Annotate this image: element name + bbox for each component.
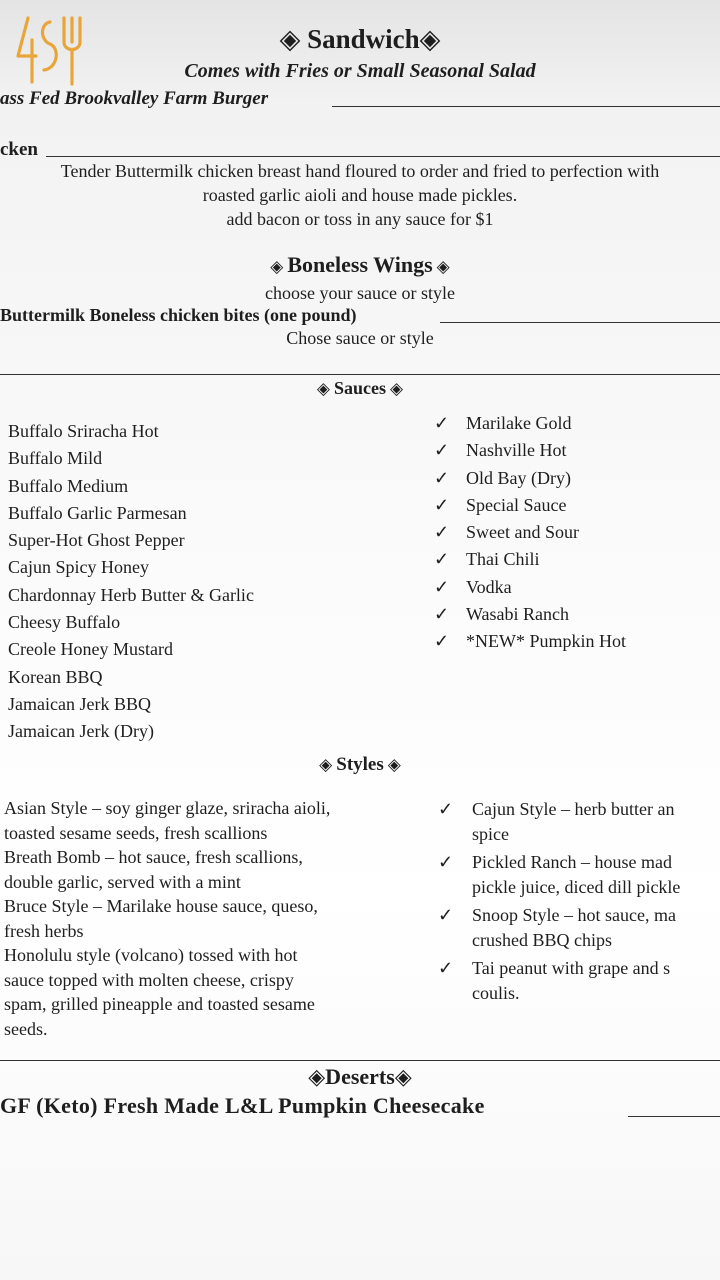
list-item: ✓ Nashville Hot <box>434 437 626 464</box>
list-item: ✓ Thai Chili <box>434 546 626 573</box>
price-line <box>46 156 720 157</box>
sauce-list-right <box>434 410 626 656</box>
list-item: Buffalo Garlic Parmesan <box>8 502 187 523</box>
checkmark-icon: ✓ <box>434 440 450 461</box>
sauce-list-left <box>8 418 254 746</box>
checkmark-icon: ✓ <box>438 958 454 978</box>
menu-item-cheesecake: GF (Keto) Fresh Made L&L Pumpkin Cheesecake <box>0 1093 485 1118</box>
list-item: Super-Hot Ghost Pepper <box>8 530 185 551</box>
list-item: ✓ Sweet and Sour <box>434 519 626 546</box>
list-item: Buffalo Mild <box>8 448 103 469</box>
menu-item-chicken: cken <box>0 139 38 160</box>
list-item: ✓ Special Sauce <box>434 492 626 519</box>
list-item: ✓ Tai peanut with grape and s coulis. <box>438 958 671 1003</box>
styles-heading <box>0 754 720 776</box>
checkmark-icon: ✓ <box>434 549 450 570</box>
sauces-title: Sauces <box>333 378 386 398</box>
wings-subtitle: choose your sauce or style <box>265 283 455 303</box>
list-item: Bruce Style – Marilake house sauce, queso, fresh herbs <box>4 896 318 941</box>
diamond-icon: ◈ <box>387 755 401 774</box>
diamond-icon: ◈ <box>390 379 404 398</box>
sauces-heading <box>0 378 720 399</box>
style-list-left <box>4 796 414 1041</box>
checkmark-icon: ✓ <box>434 576 450 597</box>
list-item: ✓ Snoop Style – hot sauce, ma crushed BBQ chips <box>438 905 676 950</box>
styles-title: Styles <box>336 754 384 775</box>
checkmark-icon: ✓ <box>434 522 450 543</box>
checkmark-icon: ✓ <box>438 905 454 925</box>
menu-item-boneless-bites: Buttermilk Boneless chicken bites (one pound) <box>0 305 357 325</box>
checkmark-icon: ✓ <box>434 467 450 488</box>
list-item: ✓ *NEW* Pumpkin Hot <box>434 628 626 655</box>
section-divider <box>0 1060 720 1061</box>
wings-item-description: Chose sauce or style <box>286 328 434 348</box>
list-item: Cheesy Buffalo <box>8 612 121 633</box>
diamond-icon: ◈ <box>436 257 450 276</box>
list-item: ✓ Pickled Ranch – house mad pickle juice, diced dill pickle <box>438 852 681 897</box>
list-item: Honolulu style (volcano) tossed with hot sauce topped with molten cheese, crispy spam, grilled pineapple and toasted sesame seeds. <box>4 945 315 1039</box>
list-item: Creole Honey Mustard <box>8 639 173 660</box>
list-item: Jamaican Jerk (Dry) <box>8 721 154 742</box>
list-item: Buffalo Sriracha Hot <box>8 421 159 441</box>
diamond-icon: ◈ <box>270 257 284 276</box>
checkmark-icon: ✓ <box>434 494 450 515</box>
list-item: Breath Bomb – hot sauce, fresh scallions, double garlic, served with a mint <box>4 847 303 892</box>
checkmark-icon: ✓ <box>438 852 454 872</box>
chicken-description-line1: Tender Buttermilk chicken breast hand floured to order and fried to perfection with <box>60 161 660 181</box>
checkmark-icon: ✓ <box>434 604 450 625</box>
menu-item-burger: ass Fed Brookvalley Farm Burger <box>0 88 269 109</box>
list-item: ✓ Vodka <box>434 574 626 601</box>
list-item: Jamaican Jerk BBQ <box>8 693 151 714</box>
chicken-description-line2: roasted garlic aioli and house made pickles. <box>202 185 518 205</box>
list-item: Cajun Spicy Honey <box>8 557 149 578</box>
diamond-icon: ◈ <box>319 755 333 774</box>
deserts-title: ◈Deserts◈ <box>308 1064 412 1089</box>
list-item: Buffalo Medium <box>8 475 129 496</box>
section-divider <box>0 374 720 375</box>
sandwich-subtitle: Comes with Fries or Small Seasonal Salad <box>184 60 536 82</box>
checkmark-icon: ✓ <box>434 631 450 652</box>
list-item: ✓ Old Bay (Dry) <box>434 465 626 492</box>
price-line <box>440 322 720 323</box>
checkmark-icon: ✓ <box>438 799 454 819</box>
sandwich-title: ◈ Sandwich◈ <box>279 24 441 54</box>
list-item: ✓ Wasabi Ranch <box>434 601 626 628</box>
list-item: ✓ Marilake Gold <box>434 410 626 437</box>
checkmark-icon: ✓ <box>434 413 450 433</box>
list-item: Chardonnay Herb Butter & Garlic <box>8 584 254 605</box>
list-item: Asian Style – soy ginger glaze, sriracha aioli, toasted sesame seeds, fresh scallions <box>4 798 331 843</box>
price-line <box>628 1116 720 1117</box>
wings-title: Boneless Wings <box>287 252 433 277</box>
list-item: Korean BBQ <box>8 666 103 687</box>
list-item: ✓ Cajun Style – herb butter an spice <box>438 799 675 844</box>
wings-heading <box>0 252 720 278</box>
diamond-icon: ◈ <box>316 379 330 398</box>
chicken-description-line3: add bacon or toss in any sauce for $1 <box>226 209 494 229</box>
price-line <box>332 106 720 107</box>
style-list-right <box>438 797 720 1005</box>
